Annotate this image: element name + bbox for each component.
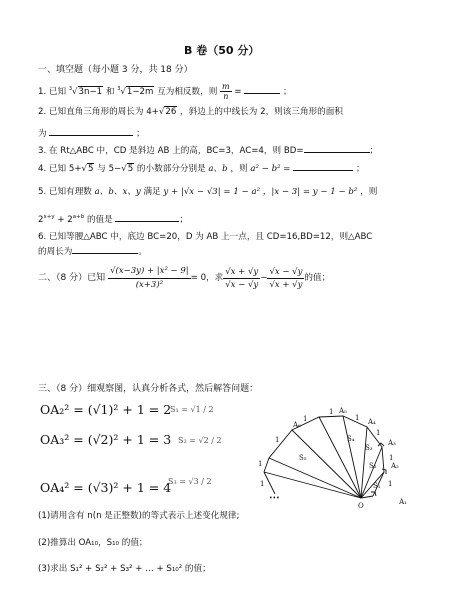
label-s1: S₁ xyxy=(373,482,381,490)
section-2-big-fraction: $\frac{\text{√(x−3y) + |x² − 9|}}{\text{(x+3)²}}$ xyxy=(110,265,189,290)
q2-text-a: 2. 已知直角三角形的周长为 xyxy=(38,107,144,117)
tail-segment xyxy=(264,472,275,494)
q4-text-a: 4. 已知 xyxy=(38,164,67,174)
q6-answer-blank[interactable] xyxy=(72,244,138,254)
label-a5: A₅ xyxy=(339,407,347,415)
label-a1: A₁ xyxy=(399,498,407,506)
q2-answer-blank[interactable] xyxy=(49,126,133,136)
label-a6: A₆ xyxy=(293,421,301,429)
q4-text-b: 与 xyxy=(97,164,106,174)
q5-power-1: $2^{x+y}$ xyxy=(38,214,55,225)
label-a2: A₂ xyxy=(391,462,399,470)
q5-text-c: ，则 xyxy=(360,187,378,197)
q5-equation: y + |√x − √3| = 1 − a² ，|x − 3| = y − 1 − b² xyxy=(163,187,358,197)
spiral-triangle-figure xyxy=(255,407,415,510)
section-1-heading: 一、填空题（每小题 3 分，共 18 分） xyxy=(38,65,193,75)
section-2-tail: 的值； xyxy=(304,273,331,283)
q4-text-d: ，则 xyxy=(230,164,248,174)
question-6: 6. 已知等腰△ABC 中，底边 BC=20，D 为 AB 上一点，且 CD=16,BD=12，则△ABC xyxy=(38,232,373,242)
q1-answer-blank[interactable] xyxy=(244,84,280,94)
spoke-oa6 xyxy=(319,417,361,498)
question-3 xyxy=(38,143,378,157)
page-title: B 卷（50 分） xyxy=(184,44,260,57)
q2-value: 4+√26 xyxy=(146,107,177,117)
spoke-8 xyxy=(269,458,361,498)
spoke-oa4 xyxy=(361,427,367,498)
q5-end: ； xyxy=(179,214,189,225)
q6-end: 。 xyxy=(138,247,147,257)
outer-edges xyxy=(264,416,384,496)
section-2-fraction-2: $\frac{√x - √y}{√x + √y}$ xyxy=(269,266,303,290)
q5-answer-blank[interactable] xyxy=(115,212,179,222)
q4-var-b: b xyxy=(222,164,228,174)
q5-text-b: 满足 xyxy=(143,187,161,197)
q2-text-c: 为 xyxy=(38,129,47,139)
section-2-eq0: = 0，求 xyxy=(190,273,224,283)
q1-root-2: $^3$√1−2m xyxy=(117,86,154,97)
label-a3: A₃ xyxy=(388,439,396,447)
question-1: 1. 已知 $^3$√3n−1 和 $^3$√1−2m 互为相反数，则 $\frac{m}{n}$ = ； xyxy=(38,82,292,101)
question-2-line-2 xyxy=(38,126,145,140)
q3-end: ； xyxy=(369,146,379,156)
equation-oa2: OA₂² = (√1)² + 1 = 2 xyxy=(40,402,172,417)
label-one-5: 1 xyxy=(329,408,334,416)
question-4 xyxy=(38,161,365,175)
q1-text-a: 1. 已知 xyxy=(38,87,67,97)
q4-expression: a² − b² = xyxy=(250,164,291,174)
continuation-dots: ••• xyxy=(269,495,280,502)
q1-text-d: ； xyxy=(283,87,292,97)
q6-text: 的周长为 xyxy=(38,247,73,257)
q1-text-b: 和 xyxy=(105,87,115,97)
label-s4: S₄ xyxy=(347,435,355,443)
q5-text-d: 的值是 xyxy=(86,214,113,225)
task-3: (3)求出 S₁² + S₂² + S₃² + … + S₁₀² 的值； xyxy=(38,564,211,574)
task-1: (1)请用含有 n(n 是正整数)的等式表示上述变化规律; xyxy=(38,511,240,521)
label-a4: A₄ xyxy=(368,418,376,426)
q1-text-c: 互为相反数，则 xyxy=(157,87,218,97)
label-s3: S₃ xyxy=(365,444,373,452)
label-one-7: 1 xyxy=(275,436,280,444)
q2-text-d: ； xyxy=(136,129,145,139)
label-one-6: 1 xyxy=(303,415,308,423)
q4-answer-blank[interactable] xyxy=(293,161,353,171)
q4-value-1: 5+√5 xyxy=(68,164,94,174)
q3-answer-blank[interactable] xyxy=(304,143,370,153)
equation-oa4: OA₄² = (√3)² + 1 = 4 xyxy=(40,480,172,495)
section-2-minus: − xyxy=(260,273,268,283)
q5-power-2: + $2^{a+b}$ xyxy=(54,214,85,225)
q4-text-c: 的小数部分分别是 xyxy=(136,164,206,174)
q5-vars: a、b、x、y xyxy=(94,187,141,197)
q4-sep: 、 xyxy=(213,164,223,174)
label-one-4: 1 xyxy=(355,414,360,422)
q4-text-e: ； xyxy=(355,164,365,174)
section-2 xyxy=(38,261,330,295)
q3-text: 3. 在 Rt△ABC 中，CD 是斜边 AB 上的高，BC=3，AC=4，则 BD= xyxy=(38,146,304,156)
equation-s2: S₂ = √2 / 2 xyxy=(178,436,222,445)
equation-s3: S₃ = √3 / 2 xyxy=(168,477,212,486)
q1-root-1: $^3$√3n−1 xyxy=(68,86,103,97)
label-one-2: 1 xyxy=(389,454,394,462)
task-2: (2)推算出 OA₁₀，S₁₀ 的值； xyxy=(38,538,148,548)
equation-oa3: OA₃² = (√2)² + 1 = 3 xyxy=(40,432,172,447)
label-one-3: 1 xyxy=(376,429,381,437)
q1-fraction: $\frac{m}{n}$ xyxy=(222,82,230,101)
q2-text-b: ，斜边上的中线长为 2，则该三角形的面积 xyxy=(180,107,343,117)
spoke-oa5 xyxy=(343,416,361,498)
label-one-9: 1 xyxy=(260,480,265,488)
q4-var-a: a xyxy=(208,164,214,174)
section-3-heading: 三、（8 分）细观察图，认真分析各式，然后解答问题： xyxy=(38,384,259,394)
label-one-1: 1 xyxy=(388,480,393,488)
label-one-8: 1 xyxy=(258,460,263,468)
label-o: O xyxy=(358,502,364,510)
label-s5: S₅ xyxy=(299,454,307,462)
section-2-text-a: 二、（8 分）已知 xyxy=(38,273,106,283)
question-5 xyxy=(38,186,377,198)
equation-s1: S₁ = √1 / 2 xyxy=(170,405,214,414)
question-2 xyxy=(38,106,343,118)
q4-value-2: 5−√5 xyxy=(108,164,134,174)
q5-text-a: 5. 已知有理数 xyxy=(38,187,92,197)
spoke-oa3 xyxy=(361,447,382,498)
question-5-line-2 xyxy=(38,211,188,226)
question-6-line-2 xyxy=(38,244,147,258)
section-2-fraction-1: $\frac{√x + √y}{√x - √y}$ xyxy=(225,266,259,290)
label-s2: S₂ xyxy=(369,462,377,470)
